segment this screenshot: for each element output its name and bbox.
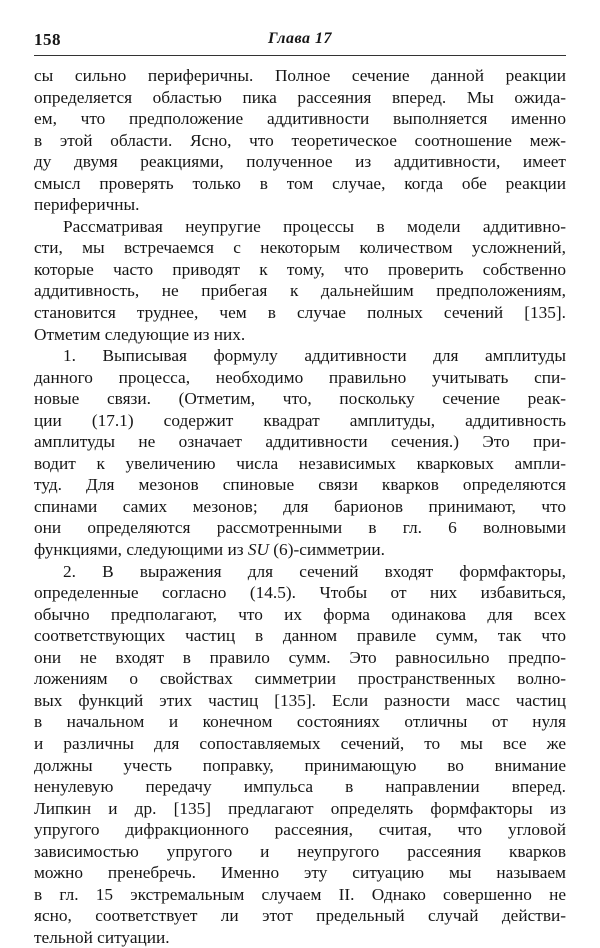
page-number: 158	[34, 30, 61, 49]
text-line: они определяются рассмотренными в гл. 6 волновыми	[34, 518, 566, 538]
paragraph	[34, 216, 566, 345]
text-line: ясно, соответствует ли этот предельный случай действи-	[34, 906, 566, 926]
text-line: Липкин и др. [135] предлагают определять формфакторы из	[34, 798, 566, 818]
page-header	[34, 30, 566, 54]
text-line: водит к увеличению числа независимых кварковых ампли-	[34, 453, 566, 473]
text-line: 2. В выражения для сечений входят формфакторы,	[63, 561, 566, 581]
text-line: тельной ситуации.	[34, 927, 170, 947]
text-line: зависимостью упругого и неупругого рассеяния кварков	[34, 841, 566, 861]
text-line: ем, что предположение аддитивности выполняется именно	[34, 109, 566, 129]
text-line: периферичны.	[34, 195, 140, 215]
text-line: спинами самих мезонов; для барионов принимают, что	[34, 496, 566, 516]
text-line: определяется областью пика рассеяния вперед. Мы ожида-	[34, 87, 566, 107]
running-head: Глава 17	[267, 30, 333, 47]
text-line: функциями, следующими из SU (6)-симметрии.	[34, 540, 385, 560]
text-line: ду двумя реакциями, полученное из аддитивности, имеет	[34, 152, 566, 172]
text-line: упругого дифракционного рассеяния, считая, что угловой	[34, 820, 566, 840]
text-line: ненулевую передачу импульса в направлении вперед.	[34, 777, 566, 797]
text-line: Рассматривая неупругие процессы в модели аддитивно-	[63, 216, 566, 236]
paragraph	[34, 561, 566, 948]
text-line: сти, мы встречаемся с некоторым количеством усложнений,	[34, 238, 566, 258]
text-line: они не входят в правило сумм. Это равносильно предпо-	[34, 647, 566, 667]
text-line: обычно предполагают, что их форма одинакова для всех	[34, 604, 566, 624]
text-line: должны учесть поправку, принимающую во внимание	[34, 755, 566, 775]
text-line: новые связи. (Отметим, что, поскольку сечение реак-	[34, 389, 566, 409]
header-rule	[34, 55, 566, 56]
text-line: амплитуды не означает аддитивности сечения.) Это при-	[34, 432, 566, 452]
text-line: в гл. 15 экстремальным случаем II. Однако совершенно не	[34, 884, 566, 904]
text-line: Отметим следующие из них.	[34, 324, 246, 344]
text-line: ции (17.1) содержит квадрат амплитуды, аддитивность	[34, 410, 566, 430]
text-line: которые часто приводят к тому, что проверить собственно	[34, 259, 566, 279]
text-line: можно пренебречь. Именно эту ситуацию мы называем	[34, 863, 566, 883]
paragraph	[34, 65, 566, 216]
text-line: 1. Выписывая формулу аддитивности для амплитуды	[63, 346, 566, 366]
text-line: становится труднее, чем в случае полных сечений [135].	[34, 303, 566, 323]
paragraph	[34, 345, 566, 560]
text-line: вых функций этих частиц [135]. Если разности масс частиц	[34, 690, 566, 710]
text-line: смысл проверять только в том случае, когда обе реакции	[34, 173, 566, 193]
text-line: соответствующих частиц в данном правиле сумм, так что	[34, 626, 566, 646]
text-line: аддитивность, не прибегая к дальнейшим предположениям,	[34, 281, 566, 301]
body-text	[34, 65, 566, 948]
text-line: определенные согласно (14.5). Чтобы от них избавиться,	[34, 583, 566, 603]
su-symbol: SU	[247, 540, 269, 560]
text-line: ложениям о свойствах симметрии пространственных волно-	[34, 669, 566, 689]
text-line: в этой области. Ясно, что теоретическое соотношение меж-	[34, 130, 566, 150]
text-line: и различны для сопоставляемых сечений, то мы все же	[34, 733, 566, 753]
text-line: в начальном и конечном состояниях отличны от нуля	[34, 712, 566, 732]
text-line: туд. Для мезонов спиновые связи кварков определяются	[34, 475, 566, 495]
text-line: сы сильно периферичны. Полное сечение данной реакции	[34, 66, 566, 85]
text-line: данного процесса, необходимо правильно учитывать спи-	[34, 367, 566, 387]
